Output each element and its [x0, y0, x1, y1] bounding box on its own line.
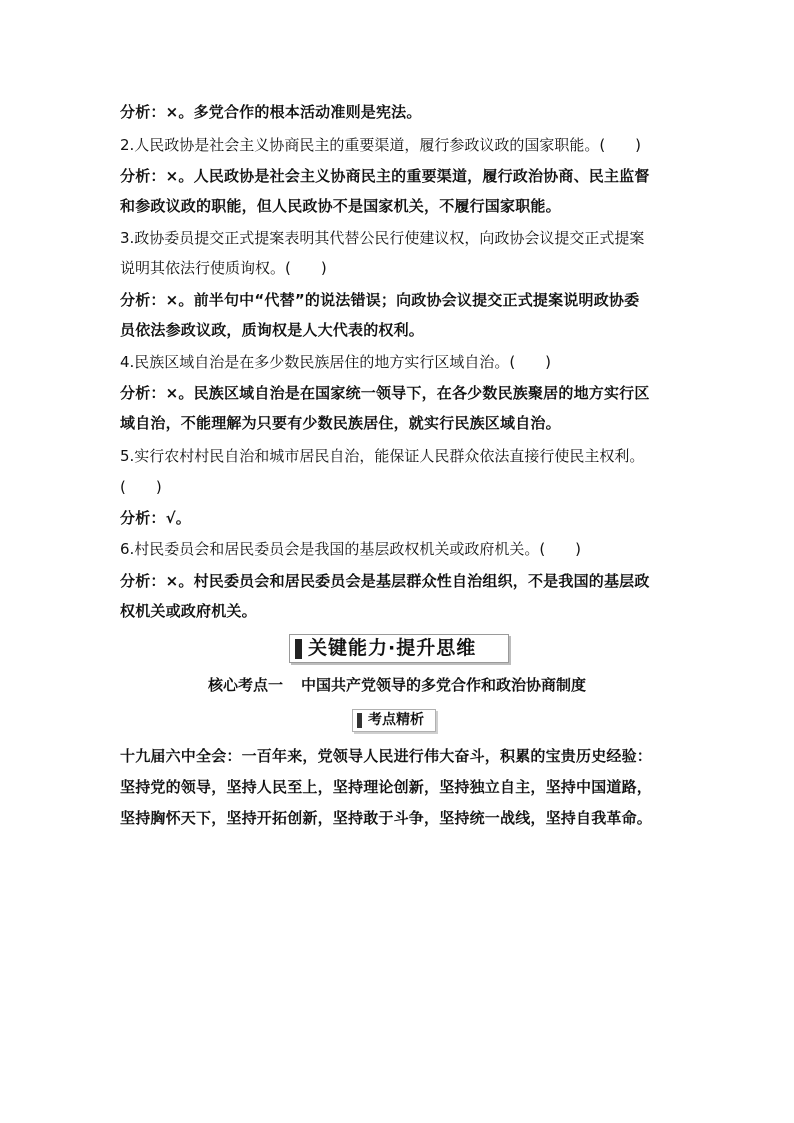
answer-6-line-2: 权机关或政府机关。 [120, 602, 257, 620]
question-5-line-1: 5.实行农村村民自治和城市居民自治，能保证人民群众依法直接行使民主权利。 [120, 447, 645, 465]
answer-6-line-1: 分析：×。村民委员会和居民委员会是基层群众性自治组织，不是我国的基层政 [120, 572, 650, 590]
question-4: 4.民族区域自治是在多少数民族居住的地方实行区域自治。( ) [120, 353, 552, 371]
answer-4-line-2: 域自治，不能理解为只要有少数民族居住，就实行民族区域自治。 [120, 414, 561, 432]
body-line-1: 十九届六中全会：一百年来，党领导人民进行伟大奋斗，积累的宝贵历史经验： [120, 747, 653, 765]
answer-1: 分析：×。多党合作的根本活动准则是宪法。 [120, 103, 422, 121]
analysis-tag-label: 考点精析 [368, 712, 424, 728]
answer-3-line-1: 分析：×。前半句中“代替”的说法错误；向政协会议提交正式提案说明政协委 [120, 291, 640, 309]
key-point-heading [0, 675, 794, 695]
body-line-2: 坚持党的领导，坚持人民至上，坚持理论创新，坚持独立自主，坚持中国道路， [120, 778, 653, 796]
question-3-line-1: 3.政协委员提交正式提案表明其代替公民行使建议权，向政协会议提交正式提案 [120, 229, 645, 247]
key-point-label: 核心考点一 [207, 676, 283, 694]
question-3-line-2: 说明其依法行使质询权。( ) [120, 259, 327, 277]
answer-4-line-1: 分析：×。民族区域自治是在国家统一领导下，在各少数民族聚居的地方实行区 [120, 384, 650, 402]
question-2: 2.人民政协是社会主义协商民主的重要渠道，履行参政议政的国家职能。( ) [120, 136, 642, 154]
section-banner [289, 634, 509, 663]
answer-5: 分析：√。 [120, 509, 192, 527]
answer-2-line-2: 和参政议政的职能，但人民政协不是国家机关，不履行国家职能。 [120, 197, 561, 215]
body-line-3: 坚持胸怀天下，坚持开拓创新，坚持敢于斗争，坚持统一战线，坚持自我革命。 [120, 809, 653, 827]
analysis-tag [352, 709, 436, 732]
banner-bar-icon [295, 639, 302, 659]
answer-3-line-2: 员依法参政议政，质询权是人大代表的权利。 [120, 321, 425, 339]
tag-bar-icon [357, 713, 362, 728]
answer-2-line-1: 分析：×。人民政协是社会主义协商民主的重要渠道，履行政治协商、民主监督 [120, 167, 650, 185]
question-6: 6.村民委员会和居民委员会是我国的基层政权机关或政府机关。( ) [120, 540, 582, 558]
question-5-line-2: ( ) [120, 478, 162, 496]
section-banner-title: 关键能力·提升思维 [308, 637, 477, 659]
key-point-title: 中国共产党领导的多党合作和政治协商制度 [301, 676, 587, 694]
